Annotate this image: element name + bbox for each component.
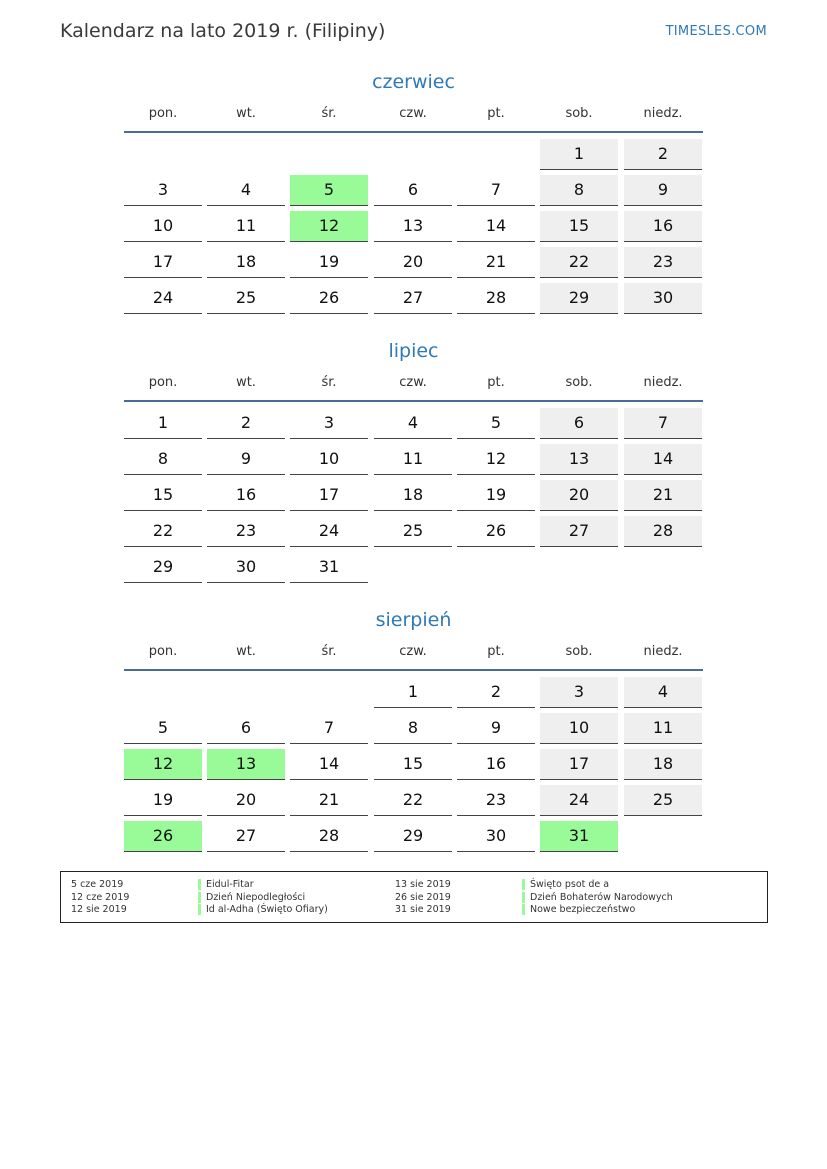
- day-cell: 25: [207, 283, 285, 314]
- day-cell: 23: [207, 516, 285, 547]
- day-cell: 29: [124, 552, 202, 583]
- day-cell: 25: [374, 516, 452, 547]
- day-cell: 19: [457, 480, 535, 511]
- day-cell: 13: [374, 211, 452, 242]
- holiday-day-cell: 12: [124, 749, 202, 780]
- day-cell: 12: [457, 444, 535, 475]
- weekday-label: sob.: [565, 375, 593, 390]
- holiday-legend: [60, 871, 768, 923]
- day-cell: 23: [624, 247, 702, 278]
- day-cell: 24: [124, 283, 202, 314]
- day-cell: 17: [540, 749, 618, 780]
- day-cell: 9: [207, 444, 285, 475]
- day-cell: 7: [624, 408, 702, 439]
- month-name: czerwiec: [372, 71, 455, 93]
- month-1: [124, 339, 703, 576]
- legend-date: 26 sie 2019: [395, 891, 451, 903]
- weekday-label: wt.: [236, 644, 256, 659]
- weekday-label: śr.: [321, 375, 337, 390]
- legend-date: 13 sie 2019: [395, 879, 451, 890]
- day-cell: 21: [624, 480, 702, 511]
- holiday-day-cell: 13: [207, 749, 285, 780]
- legend-holiday-name: Święto psot de a: [530, 879, 610, 890]
- day-cell: 16: [457, 749, 535, 780]
- weekday-label: wt.: [236, 375, 256, 390]
- month-name: sierpień: [375, 609, 452, 631]
- weekday-label: pt.: [487, 644, 505, 659]
- day-cell: 27: [374, 283, 452, 314]
- legend-color-marker: [198, 879, 201, 890]
- day-cell: 24: [290, 516, 368, 547]
- weekday-label: pon.: [148, 375, 178, 390]
- day-cell: 19: [124, 785, 202, 816]
- legend-color-marker: [198, 904, 201, 915]
- day-cell: 16: [624, 211, 702, 242]
- day-cell: 21: [457, 247, 535, 278]
- weekday-label: sob.: [565, 644, 593, 659]
- legend-holiday-name: Nowe bezpieczeństwo: [530, 904, 636, 915]
- brand-link[interactable]: TIMESLES.COM: [665, 24, 767, 39]
- weekday-label: pon.: [148, 644, 178, 659]
- day-cell: 1: [374, 677, 452, 708]
- day-cell: 11: [207, 211, 285, 242]
- day-cell: 3: [540, 677, 618, 708]
- weekday-label: czw.: [399, 375, 427, 390]
- legend-color-marker: [522, 892, 525, 903]
- day-cell: 8: [374, 713, 452, 744]
- legend-color-marker: [522, 904, 525, 915]
- day-cell: 17: [124, 247, 202, 278]
- weekday-label: czw.: [399, 644, 427, 659]
- weekday-header-row: [124, 373, 703, 403]
- day-cell: 13: [540, 444, 618, 475]
- weekday-label: niedz.: [643, 106, 683, 121]
- legend-color-marker: [522, 879, 525, 890]
- month-2: [124, 608, 703, 845]
- weekday-header-row: [124, 104, 703, 134]
- day-cell: 23: [457, 785, 535, 816]
- day-cell: 10: [290, 444, 368, 475]
- header-divider: [124, 400, 703, 402]
- weekday-label: śr.: [321, 644, 337, 659]
- day-cell: 8: [540, 175, 618, 206]
- weekday-label: pt.: [487, 106, 505, 121]
- day-cell: 3: [124, 175, 202, 206]
- day-cell: 18: [624, 749, 702, 780]
- legend-color-marker: [198, 892, 201, 903]
- day-cell: 10: [540, 713, 618, 744]
- day-cell: 6: [374, 175, 452, 206]
- day-cell: 28: [624, 516, 702, 547]
- day-cell: 29: [540, 283, 618, 314]
- day-cell: 27: [207, 821, 285, 852]
- legend-holiday-name: Id al-Adha (Święto Ofiary): [206, 904, 328, 915]
- legend-date: 12 cze 2019: [71, 891, 130, 903]
- weekday-header-row: [124, 642, 703, 672]
- holiday-day-cell: 26: [124, 821, 202, 852]
- weekday-label: niedz.: [643, 644, 683, 659]
- day-cell: 31: [290, 552, 368, 583]
- day-cell: 14: [457, 211, 535, 242]
- day-cell: 6: [540, 408, 618, 439]
- day-cell: 27: [540, 516, 618, 547]
- day-cell: 15: [374, 749, 452, 780]
- day-cell: 26: [290, 283, 368, 314]
- day-cell: 30: [624, 283, 702, 314]
- day-cell: 2: [457, 677, 535, 708]
- day-cell: 16: [207, 480, 285, 511]
- day-cell: 30: [457, 821, 535, 852]
- legend-holiday-name: Dzień Niepodległości: [206, 891, 306, 903]
- day-cell: 11: [624, 713, 702, 744]
- day-cell: 28: [290, 821, 368, 852]
- day-cell: 14: [290, 749, 368, 780]
- weekday-label: niedz.: [643, 375, 683, 390]
- day-cell: 5: [124, 713, 202, 744]
- legend-date: 5 cze 2019: [71, 879, 124, 890]
- day-cell: 17: [290, 480, 368, 511]
- month-0: [124, 70, 703, 307]
- day-cell: 2: [207, 408, 285, 439]
- day-cell: 3: [290, 408, 368, 439]
- holiday-day-cell: 12: [290, 211, 368, 242]
- day-cell: 26: [457, 516, 535, 547]
- legend-date: 31 sie 2019: [395, 904, 451, 915]
- day-cell: 7: [290, 713, 368, 744]
- day-cell: 4: [624, 677, 702, 708]
- day-cell: 29: [374, 821, 452, 852]
- day-cell: 4: [207, 175, 285, 206]
- header-divider: [124, 669, 703, 671]
- page-title: Kalendarz na lato 2019 r. (Filipiny): [60, 20, 386, 42]
- weekday-label: pon.: [148, 106, 178, 121]
- weekday-label: sob.: [565, 106, 593, 121]
- day-cell: 14: [624, 444, 702, 475]
- day-cell: 20: [540, 480, 618, 511]
- day-cell: 25: [624, 785, 702, 816]
- day-cell: 5: [457, 408, 535, 439]
- day-cell: 10: [124, 211, 202, 242]
- day-cell: 8: [124, 444, 202, 475]
- day-cell: 2: [624, 139, 702, 170]
- day-cell: 21: [290, 785, 368, 816]
- day-cell: 22: [124, 516, 202, 547]
- day-cell: 22: [374, 785, 452, 816]
- month-name: lipiec: [388, 340, 439, 362]
- day-cell: 30: [207, 552, 285, 583]
- day-cell: 20: [207, 785, 285, 816]
- day-cell: 6: [207, 713, 285, 744]
- legend-holiday-name: Dzień Bohaterów Narodowych: [530, 891, 673, 903]
- day-cell: 15: [540, 211, 618, 242]
- holiday-day-cell: 5: [290, 175, 368, 206]
- day-cell: 9: [624, 175, 702, 206]
- day-cell: 15: [124, 480, 202, 511]
- header-divider: [124, 131, 703, 133]
- day-cell: 4: [374, 408, 452, 439]
- day-cell: 1: [540, 139, 618, 170]
- holiday-day-cell: 31: [540, 821, 618, 852]
- legend-date: 12 sie 2019: [71, 904, 127, 915]
- day-cell: 1: [124, 408, 202, 439]
- weekday-label: pt.: [487, 375, 505, 390]
- day-cell: 18: [374, 480, 452, 511]
- legend-holiday-name: Eidul-Fitar: [206, 879, 254, 890]
- day-cell: 7: [457, 175, 535, 206]
- day-cell: 9: [457, 713, 535, 744]
- day-cell: 28: [457, 283, 535, 314]
- day-cell: 18: [207, 247, 285, 278]
- weekday-label: śr.: [321, 106, 337, 121]
- day-cell: 19: [290, 247, 368, 278]
- weekday-label: czw.: [399, 106, 427, 121]
- weekday-label: wt.: [236, 106, 256, 121]
- day-cell: 24: [540, 785, 618, 816]
- day-cell: 20: [374, 247, 452, 278]
- day-cell: 11: [374, 444, 452, 475]
- day-cell: 22: [540, 247, 618, 278]
